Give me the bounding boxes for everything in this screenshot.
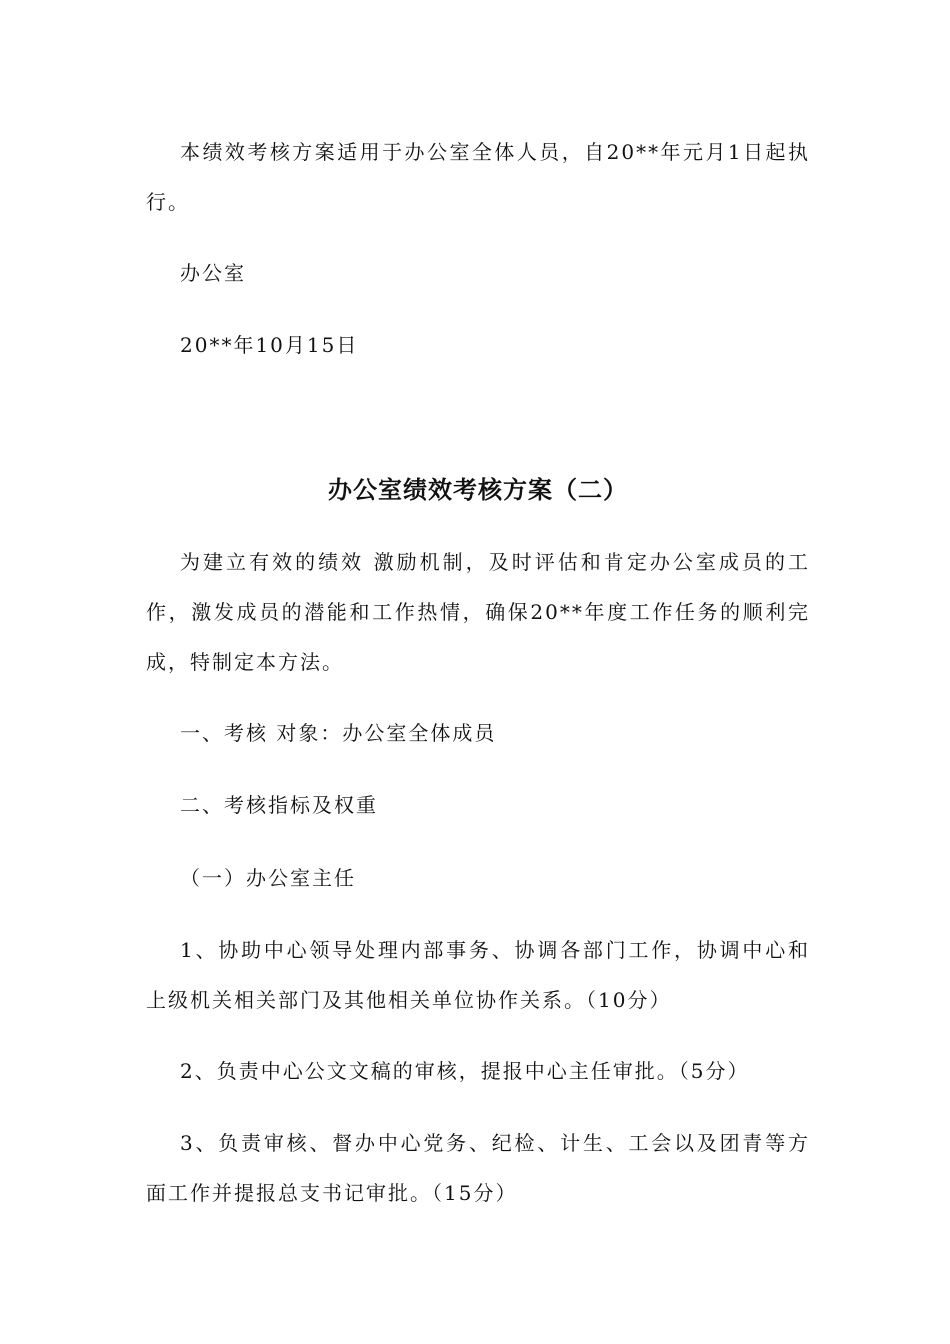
section-title: 办公室绩效考核方案（二） [328, 476, 628, 504]
closing-paragraph: 本绩效考核方案适用于办公室全体人员，自20**年元月1日起执行。 [146, 140, 810, 214]
indicators-heading: 二、考核指标及权重 [180, 793, 378, 817]
duty-item-3: 3、负责审核、督办中心党务、纪检、计生、工会以及团青等方面工作并提报总支书记审批。（15分） [146, 1131, 810, 1205]
signature-date: 20**年10月15日 [180, 333, 359, 357]
department-signature: 办公室 [180, 261, 246, 285]
assessment-target: 一、考核 对象：办公室全体成员 [180, 721, 497, 745]
duty-item-2: 2、负责中心公文文稿的审核，提报中心主任审批。（5分） [180, 1059, 750, 1083]
duty-item-1: 1、协助中心领导处理内部事务、协调各部门工作，协调中心和上级机关相关部门及其他相关单位协作关系。（10分） [146, 938, 810, 1012]
intro-paragraph: 为建立有效的绩效 激励机制，及时评估和肯定办公室成员的工作，激发成员的潜能和工作热情，确保20**年度工作任务的顺利完成，特制定本方法。 [146, 550, 810, 674]
office-director-heading: （一）办公室主任 [180, 866, 356, 890]
